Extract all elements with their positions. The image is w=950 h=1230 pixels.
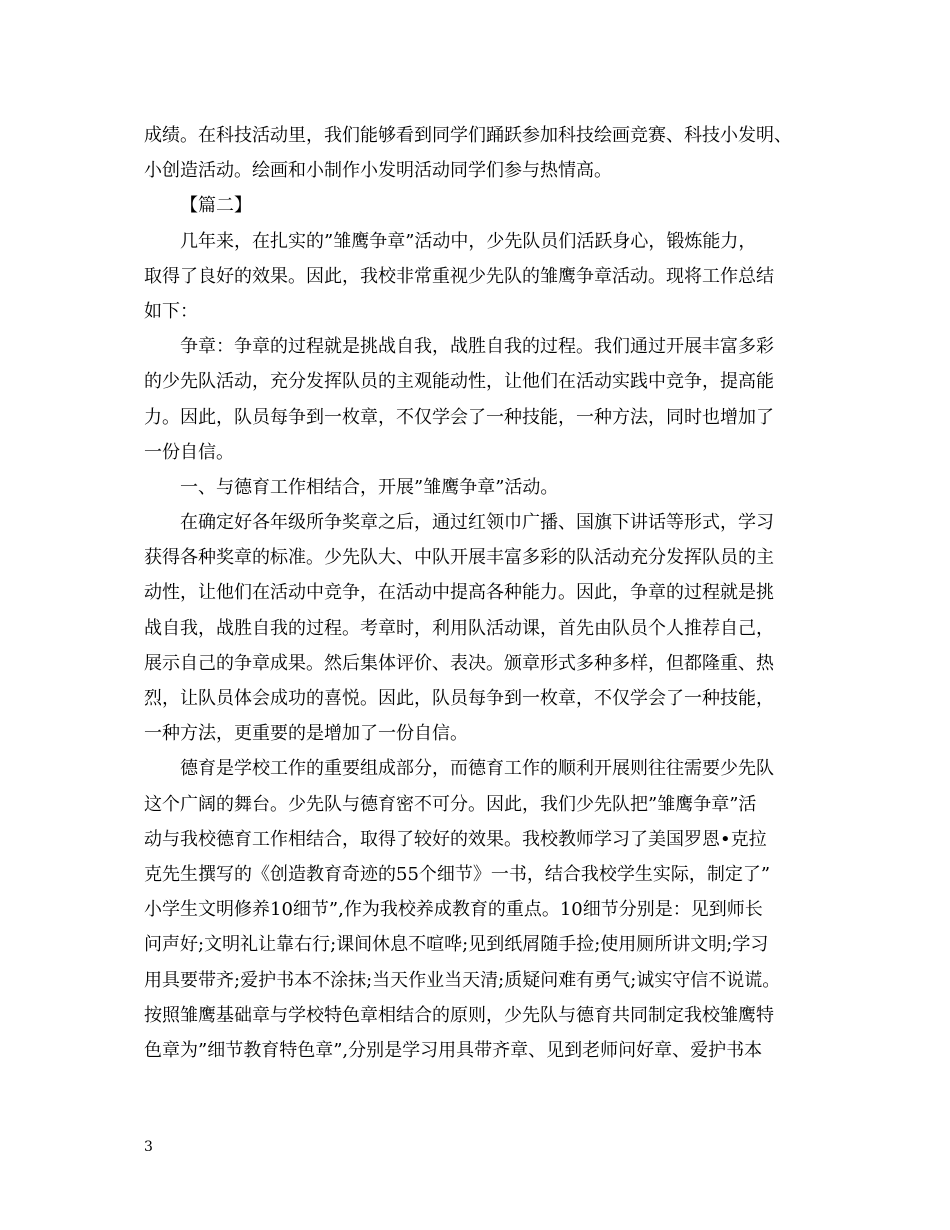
page-number: 3 xyxy=(144,1139,153,1155)
text-line: 的少先队活动，充分发挥队员的主观能动性，让他们在活动实践中竞争，提高能 xyxy=(144,371,774,393)
text-line: 成绩。在科技活动里，我们能够看到同学们踊跃参加科技绘画竞赛、科技小发明、 xyxy=(144,125,792,146)
text-line: 德育是学校工作的重要组成部分，而德育工作的顺利开展则往往需要少先队 xyxy=(180,758,774,780)
subsection-heading: 一、与德育工作相结合，开展”雏鹰争章”活动。 xyxy=(180,476,559,498)
text-line: 争章：争章的过程就是挑战自我，战胜自我的过程。我们通过开展丰富多彩 xyxy=(180,336,774,358)
text-line: 烈，让队员体会成功的喜悦。因此，队员每争到一枚章，不仅学会了一种技能， xyxy=(144,688,774,709)
text-line: 一种方法，更重要的是增加了一份自信。 xyxy=(144,723,468,745)
text-line: 这个广阔的舞台。少先队与德育密不可分。因此，我们少先队把”雏鹰争章”活 xyxy=(144,793,757,815)
text-line: 如下： xyxy=(144,300,198,322)
document-body xyxy=(144,118,814,1068)
text-line: 获得各种奖章的标准。少先队大、中队开展丰富多彩的队活动充分发挥队员的主 xyxy=(144,547,774,569)
text-line: 克先生撰写的《创造教育奇迹的55个细节》一书，结合我校学生实际，制定了” xyxy=(144,863,771,885)
text-line: 一份自信。 xyxy=(144,441,234,463)
text-line: 小学生文明修养10细节”,作为我校养成教育的重点。10细节分别是：见到师长 xyxy=(144,899,763,921)
text-line: 动性，让他们在活动中竞争，在活动中提高各种能力。因此，争章的过程就是挑 xyxy=(144,582,774,604)
text-line: 几年来，在扎实的”雏鹰争章”活动中，少先队员们活跃身心，锻炼能力， xyxy=(180,230,757,252)
text-line: 取得了良好的效果。因此，我校非常重视少先队的雏鹰争章活动。现将工作总结 xyxy=(144,265,774,287)
text-line: 力。因此，队员每争到一枚章，不仅学会了一种技能，一种方法，同时也增加了 xyxy=(144,406,774,428)
text-line: 问声好;文明礼让靠右行;课间休息不喧哗;见到纸屑随手捡;使用厕所讲文明;学习 xyxy=(144,934,769,956)
text-line: 在确定好各年级所争奖章之后，通过红领巾广播、国旗下讲话等形式，学习 xyxy=(180,512,774,534)
text-line: 小创造活动。绘画和小制作小发明活动同学们参与热情高。 xyxy=(144,160,612,182)
text-line: 用具要带齐;爱护书本不涂抹;当天作业当天清;质疑问难有勇气;诚实守信不说谎。 xyxy=(144,969,781,991)
text-line: 动与我校德育工作相结合，取得了较好的效果。我校教师学习了美国罗恩•克拉 xyxy=(144,828,767,850)
text-line: 战自我，战胜自我的过程。考章时，利用队活动课，首先由队员个人推荐自己， xyxy=(144,617,774,639)
text-line: 色章为”细节教育特色章”,分别是学习用具带齐章、见到老师问好章、爱护书本 xyxy=(144,1039,763,1061)
text-line: 展示自己的争章成果。然后集体评价、表决。颁章形式多种多样，但都隆重、热 xyxy=(144,652,774,674)
section-heading: 【篇二】 xyxy=(180,195,252,217)
text-line: 按照雏鹰基础章与学校特色章相结合的原则，少先队与德育共同制定我校雏鹰特 xyxy=(144,1004,774,1026)
